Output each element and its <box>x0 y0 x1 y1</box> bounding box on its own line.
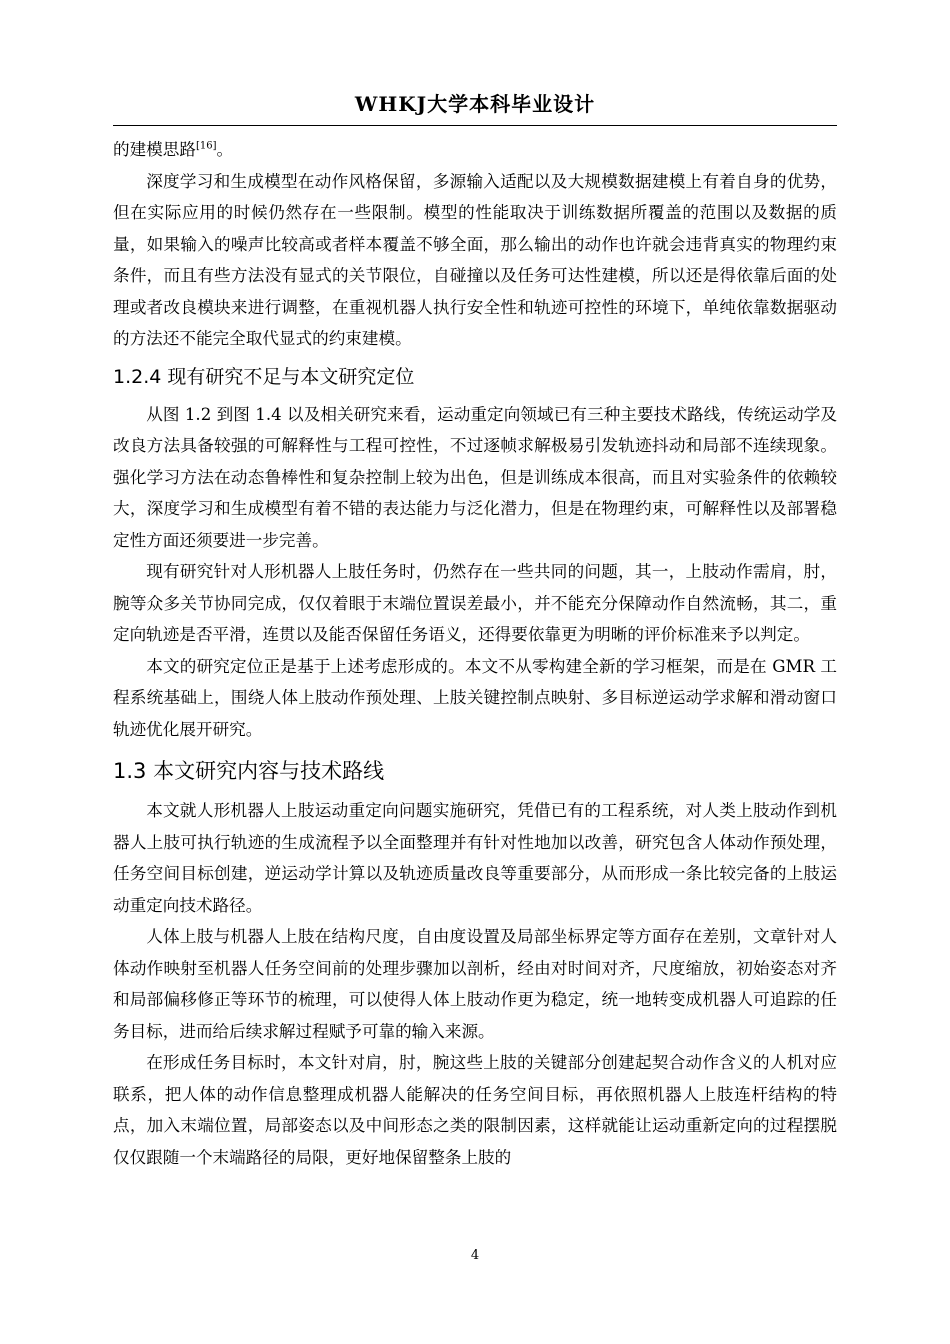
paragraph: 本文的研究定位正是基于上述考虑形成的。本文不从零构建全新的学习框架，而是在 GMR 工程系统基础上，围绕人体上肢动作预处理、上肢关键控制点映射、多目标逆运动学求解和滑动窗口轨迹优化展开研究。 <box>113 656 837 739</box>
paragraph: 本文就人形机器人上肢运动重定向问题实施研究，凭借已有的工程系统，对人类上肢动作到机器人上肢可执行轨迹的生成流程予以全面整理并有针对性地加以改善，研究包含人体动作预处理，任务空间目标创建，逆运动学计算以及轨迹质量改良等重要部分，从而形成一条比较完备的上肢运动重定向技术路径。 <box>113 801 837 915</box>
paragraph: 人体上肢与机器人上肢在结构尺度，自由度设置及局部坐标界定等方面存在差别，文章针对人体动作映射至机器人任务空间前的处理步骤加以剖析，经由对时间对齐，尺度缩放，初始姿态对齐和局部偏移修正等环节的梳理，可以使得人体上肢动作更为稳定，统一地转变成机器人可追踪的任务目标，进而给后续求解过程赋予可靠的输入来源。 <box>113 927 837 1041</box>
section-heading: 1.3 本文研究内容与技术路线 <box>113 759 385 783</box>
citation-ref: [16] <box>195 140 217 152</box>
page-number: 4 <box>470 1248 480 1263</box>
paragraph-continuation <box>113 134 837 166</box>
header-divider <box>113 125 837 126</box>
subsection-heading: 1.2.4 现有研究不足与本文研究定位 <box>113 365 415 388</box>
paragraph-text: 的建模思路 <box>113 140 196 159</box>
paragraph: 现有研究针对人形机器人上肢任务时，仍然存在一些共同的问题，其一，上肢动作需肩，肘，腕等众多关节协同完成，仅仅着眼于末端位置误差最小，并不能充分保障动作自然流畅，其二，重定向轨迹是否平滑，连贯以及能否保留任务语义，还得要依靠更为明晰的评价标准来予以判定。 <box>113 562 837 644</box>
page-body <box>113 134 837 1173</box>
paragraph: 在形成任务目标时，本文针对肩，肘，腕这些上肢的关键部分创建起契合动作含义的人机对应联系，把人体的动作信息整理成机器人能解决的任务空间目标，再依照机器人上肢连杆结构的特点，加入末端位置，局部姿态以及中间形态之类的限制因素，这样就能让运动重新定向的过程摆脱仅仅跟随一个末端路径的局限，更好地保留整条上肢的 <box>113 1053 837 1167</box>
paragraph: 从图 1.2 到图 1.4 以及相关研究来看，运动重定向领域已有三种主要技术路线，传统运动学及改良方法具备较强的可解释性与工程可控性，不过逐帧求解极易引发轨迹抖动和局部不连续现象。强化学习方法在动态鲁棒性和复杂控制上较为出色，但是训练成本很高，而且对实验条件的依赖较大，深度学习和生成模型有着不错的表达能力与泛化潜力，但是在物理约束，可解释性以及部署稳定性方面还须要进一步完善。 <box>113 404 837 550</box>
paragraph-tail: 。 <box>216 140 234 159</box>
paragraph: 深度学习和生成模型在动作风格保留，多源输入适配以及大规模数据建模上有着自身的优势，但在实际应用的时候仍然存在一些限制。模型的性能取决于训练数据所覆盖的范围以及数据的质量，如果输入的噪声比较高或者样本覆盖不够全面，那么输出的动作也许就会违背真实的物理约束条件，而且有些方法没有显式的关节限位，自碰撞以及任务可达性建模，所以还是得依靠后面的处理或者改良模块来进行调整，在重视机器人执行安全性和轨迹可控性的环境下，单纯依靠数据驱动的方法还不能完全取代显式的约束建模。 <box>113 171 837 348</box>
page-header-title: WHKJ大学本科毕业设计 <box>354 92 596 116</box>
